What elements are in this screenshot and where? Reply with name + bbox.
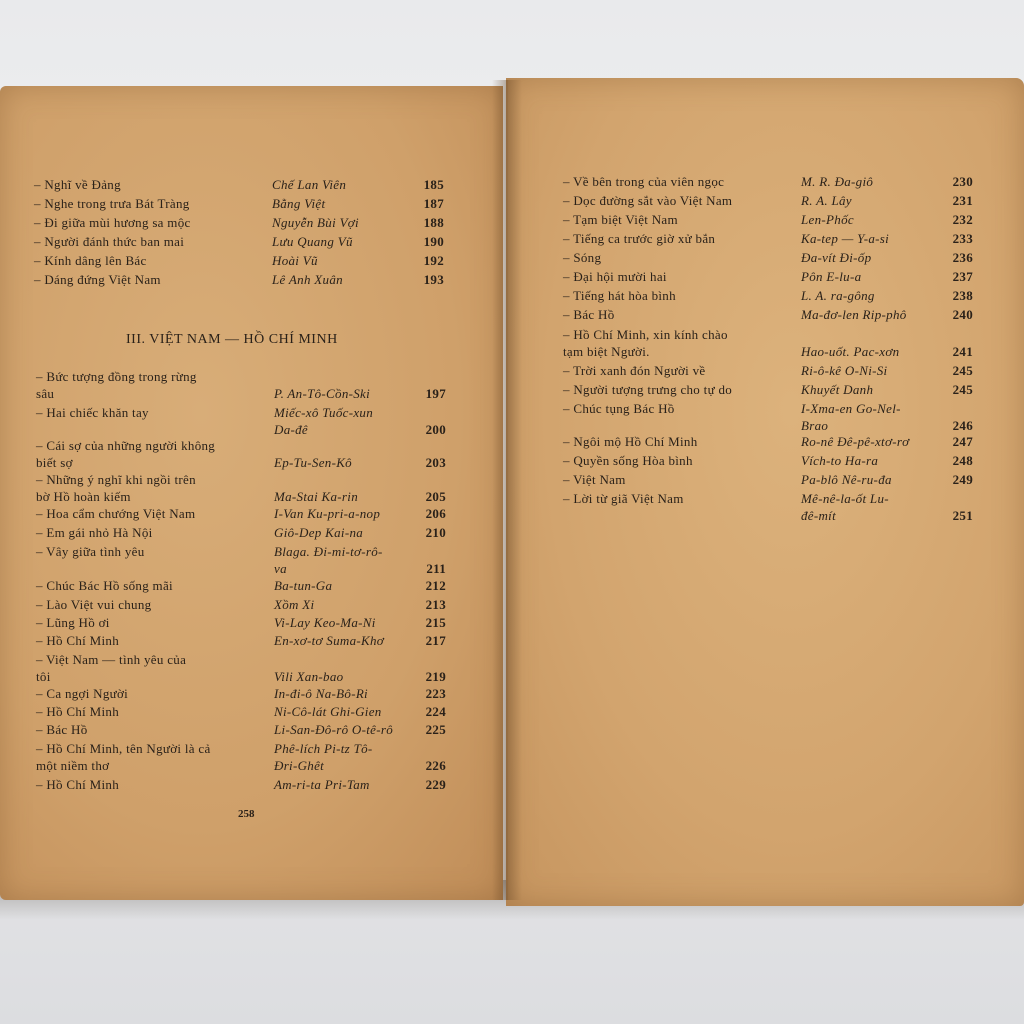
entry-author-line: Len-Phốc [801,212,854,227]
entry-page-number: 232 [952,212,973,227]
entry-title-line: – Nghe trong trưa Bát Tràng [34,196,190,211]
entry-author [801,381,873,398]
entry-title-line: – Hồ Chí Minh, tên Người là cả [36,741,211,756]
entry-author [274,368,370,402]
entry-author-line: Ri-ô-kê O-Ni-Si [801,363,888,378]
entry-author [272,214,359,231]
entry-title-line: – Hồ Chí Minh [36,704,119,719]
entry-author [801,287,875,304]
entry-author [801,268,861,285]
entry-author [274,524,363,541]
entry-page-number: 236 [952,250,973,265]
entry-author-line: M. R. Đa-giô [801,174,874,189]
entry-title-line: – Tạm biệt Việt Nam [563,212,678,227]
entry-title [563,326,728,360]
entry-author [801,173,873,190]
entry-title-line: – Người tượng trưng cho tự do [563,382,733,397]
entry-author-line: I-Van Ku-pri-a-nop [274,506,381,521]
page-number: 258 [238,808,255,820]
entry-page-number: 246 [952,418,973,433]
entry-title-line: biết sợ [36,455,73,470]
entry-page-number: 206 [425,506,446,521]
entry-author [272,176,346,193]
entry-title [36,685,128,702]
entry-title [34,252,147,269]
entry-title-line: – Dọc đường sắt vào Việt Nam [563,193,733,208]
entry-title [36,596,151,613]
entry-title [36,740,211,774]
entry-author-line: In-đi-ô Na-Bô-Ri [274,686,368,701]
entry-author [274,471,358,505]
entry-author-line: Mê-nê-la-ốt Lu- [801,491,889,506]
entry-page-number: 240 [952,307,973,322]
entry-title-line: – Sóng [563,250,602,265]
entry-page-number: 213 [425,597,446,612]
entry-title-line: – Bức tượng đồng trong rừng [36,369,197,384]
entry-title-line: – Quyền sống Hòa bình [563,453,693,468]
entry-page-number: 247 [952,434,973,449]
entry-title-line: – Hoa cẩm chướng Việt Nam [36,506,196,521]
entry-author-line [274,651,343,668]
entry-title-line: – Kính dâng lên Bác [34,253,147,268]
entry-page-number: 245 [952,363,973,378]
entry-title [36,632,119,649]
entry-author [801,490,889,524]
entry-author-line: Da-đê [274,422,308,437]
entry-author [801,249,871,266]
entry-page-number: 197 [425,386,446,401]
entry-title-line: – Vây giữa tình yêu [36,544,145,559]
entry-author-line [801,326,899,343]
entry-author-line: Ma-Stai Ka-rin [274,489,359,504]
entry-title-line: – Tiếng ca trước giờ xử bắn [563,231,716,246]
entry-title [563,230,715,247]
entry-title-line: sâu [36,386,55,401]
entry-author [801,306,907,323]
entry-author-line: Hoài Vũ [272,253,318,268]
entry-author [274,685,368,702]
entry-author [801,211,854,228]
entry-author-line: đê-mít [801,508,837,523]
section-heading: III. VIỆT NAM — HỒ CHÍ MINH [126,332,338,347]
entry-title [36,721,88,738]
entry-title [563,381,732,398]
entry-title [36,651,186,685]
entry-author-line: Am-ri-ta Pri-Tam [274,777,370,792]
entry-author-line: Miếc-xô Tuốc-xun [274,405,374,420]
entry-title-line: – Hồ Chí Minh [36,633,119,648]
entry-page-number: 193 [423,272,444,287]
entry-title [36,614,110,631]
entry-author-line: Brao [801,418,829,433]
entry-page-number: 190 [423,234,444,249]
entry-author [274,703,382,720]
entry-author [272,252,318,269]
entry-author-line: Li-San-Đô-rô O-tê-rô [274,722,394,737]
entry-title-line: bờ Hồ hoàn kiếm [36,489,131,504]
entry-author [801,362,887,379]
entry-title-line: – Đi giữa mùi hương sa mộc [34,215,191,230]
entry-title [563,452,693,469]
entry-author-line: P. An-Tô-Cồn-Ski [274,386,371,401]
entry-title [563,192,732,209]
entry-title-line: – Những ý nghĩ khi ngồi trên [36,472,196,487]
entry-page-number: 248 [952,453,973,468]
entry-title-line: – Việt Nam — tình yêu của [36,652,187,667]
entry-author-line: Vi-Lay Keo-Ma-Ni [274,615,376,630]
entry-title [563,173,724,190]
entry-title [36,577,173,594]
entry-page-number: 225 [425,722,446,737]
entry-title-line: – Lời từ giã Việt Nam [563,491,684,506]
entry-author-line: Chế Lan Viên [272,177,347,192]
entry-author-line: Ma-đơ-len Rip-phô [801,307,907,322]
entry-title [563,471,626,488]
entry-title [36,524,153,541]
entry-page-number: 200 [425,422,446,437]
entry-author-line: Ro-nê Đê-pê-xtơ-rơ [801,434,910,449]
entry-author [272,271,343,288]
entry-page-number: 230 [952,174,973,189]
entry-author-line: Phê-lích Pi-tz Tô- [274,741,373,756]
entry-title [36,543,145,560]
entry-author-line: Lê Anh Xuân [272,272,343,287]
entry-title-line: – Người đánh thức ban mai [34,234,185,249]
entry-title-line: – Hồ Chí Minh [36,777,119,792]
entry-page-number: 217 [425,633,446,648]
entry-title [34,176,121,193]
entry-title-line: – Lũng Hồ ơi [36,615,110,630]
entry-page-number: 192 [423,253,444,268]
entry-author [274,614,376,631]
entry-title-line: – Lào Việt vui chung [36,597,152,612]
entry-title [563,400,675,417]
entry-author-line: Đri-Ghêt [274,758,325,773]
entry-author-line: Hao-uốt. Pac-xơn [801,344,900,359]
entry-page-number: 203 [425,455,446,470]
entry-author-line [274,471,358,488]
entry-title-line: – Việt Nam [563,472,626,487]
entry-author [801,452,878,469]
entry-title [36,368,197,402]
entry-page-number: 223 [425,686,446,701]
entry-title-line: – Trời xanh đón Người về [563,363,706,378]
entry-author [274,404,373,438]
entry-author-line: Ka-tep — Y-a-si [801,231,890,246]
entry-title [34,195,190,212]
entry-title-line: – Cái sợ của những người không [36,438,216,453]
entry-author-line: Ba-tun-Ga [274,578,333,593]
entry-page-number: 185 [423,177,444,192]
entry-title-line: – Bác Hồ [36,722,88,737]
entry-title [36,404,149,421]
entry-title [34,233,184,250]
entry-title-line: tạm biệt Người. [563,344,650,359]
entry-author-line: Pôn E-lu-a [801,269,862,284]
entry-title-line: – Ngôi mộ Hồ Chí Minh [563,434,698,449]
entry-author [274,577,332,594]
entry-author-line: Xồm Xi [274,597,315,612]
entry-author [274,505,380,522]
entry-title [34,214,191,231]
entry-author [801,230,889,247]
entry-page-number: 226 [425,758,446,773]
entry-author-line: Ni-Cô-lát Ghi-Gien [274,704,382,719]
entry-title-line: một niềm thơ [36,758,110,773]
entry-author [801,192,852,209]
entry-author-line: Đa-vít Đi-ốp [801,250,872,265]
entry-title [36,471,196,505]
entry-author-line: Vích-to Ha-ra [801,453,879,468]
entry-page-number: 219 [425,669,446,684]
entry-title [563,490,684,507]
entry-title-line: – Nghĩ về Đảng [34,177,121,192]
entry-page-number: 231 [952,193,973,208]
entry-title-line: – Chúc Bác Hồ sống mãi [36,578,173,593]
entry-page-number: 229 [425,777,446,792]
entry-author [274,721,393,738]
entry-page-number: 215 [425,615,446,630]
entry-author [274,437,352,471]
entry-title [563,306,615,323]
entry-title [563,211,678,228]
entry-title [36,505,195,522]
entry-page-number: 211 [426,561,446,576]
entry-author [272,233,353,250]
entry-title-line: – Em gái nhỏ Hà Nội [36,525,153,540]
entry-author-line [274,437,352,454]
entry-author [801,326,899,360]
entry-title [563,249,601,266]
entry-title-line: – Chúc tụng Bác Hồ [563,401,675,416]
entry-author-line: Khuyết Danh [801,382,874,397]
entry-author [274,651,343,685]
entry-author-line: Blaga. Đi-mi-tơ-rô- [274,544,383,559]
book-gutter [492,80,522,900]
entry-page-number: 233 [952,231,973,246]
entry-author [274,776,370,793]
entry-author-line: Giô-Dep Kai-na [274,525,364,540]
entry-title [563,287,676,304]
entry-author-line: I-Xma-en Go-Nel- [801,401,901,416]
entry-title [563,268,667,285]
entry-title-line: – Dáng đứng Việt Nam [34,272,161,287]
entry-title [563,362,705,379]
entry-page-number: 187 [423,196,444,211]
entry-title-line: – Ca ngợi Người [36,686,129,701]
entry-author-line [274,368,370,385]
entry-title [36,776,119,793]
entry-page-number: 241 [952,344,973,359]
entry-author [274,740,373,774]
entry-title-line: tôi [36,669,51,684]
entry-author [801,400,901,434]
entry-page-number: 245 [952,382,973,397]
entry-title-line: – Bác Hồ [563,307,615,322]
entry-author-line: Vili Xan-bao [274,669,344,684]
entry-page-number: 238 [952,288,973,303]
entry-page-number: 237 [952,269,973,284]
entry-page-number: 212 [425,578,446,593]
entry-author [274,632,384,649]
entry-page-number: 224 [425,704,446,719]
entry-author-line: L. A. ra-gông [801,288,875,303]
entry-author-line: Lưu Quang Vũ [272,234,353,249]
entry-author [274,596,314,613]
entry-title-line: – Hai chiếc khăn tay [36,405,149,420]
entry-page-number: 210 [425,525,446,540]
entry-author [272,195,325,212]
entry-title [563,433,698,450]
entry-author [801,471,892,488]
entry-author-line: Bằng Việt [272,196,326,211]
entry-page-number: 249 [952,472,973,487]
entry-author [274,543,383,577]
entry-author [801,433,909,450]
entry-title-line: – Tiếng hát hòa bình [563,288,676,303]
entry-author-line: R. A. Lây [801,193,852,208]
entry-title [36,703,119,720]
entry-title [34,271,161,288]
entry-title-line: – Về bên trong của viên ngọc [563,174,725,189]
entry-title [36,437,215,471]
entry-page-number: 251 [952,508,973,523]
entry-author-line: En-xơ-tơ Suma-Khơ [274,633,385,648]
entry-author-line: Nguyễn Bùi Vợi [272,215,359,230]
entry-author-line: Pa-blô Nê-ru-đa [801,472,892,487]
entry-author-line: va [274,561,287,576]
entry-page-number: 188 [423,215,444,230]
entry-author-line: Ep-Tu-Sen-Kô [274,455,352,470]
entry-page-number: 205 [425,489,446,504]
entry-title-line: – Hồ Chí Minh, xin kính chào [563,327,728,342]
entry-title-line: – Đại hội mười hai [563,269,667,284]
